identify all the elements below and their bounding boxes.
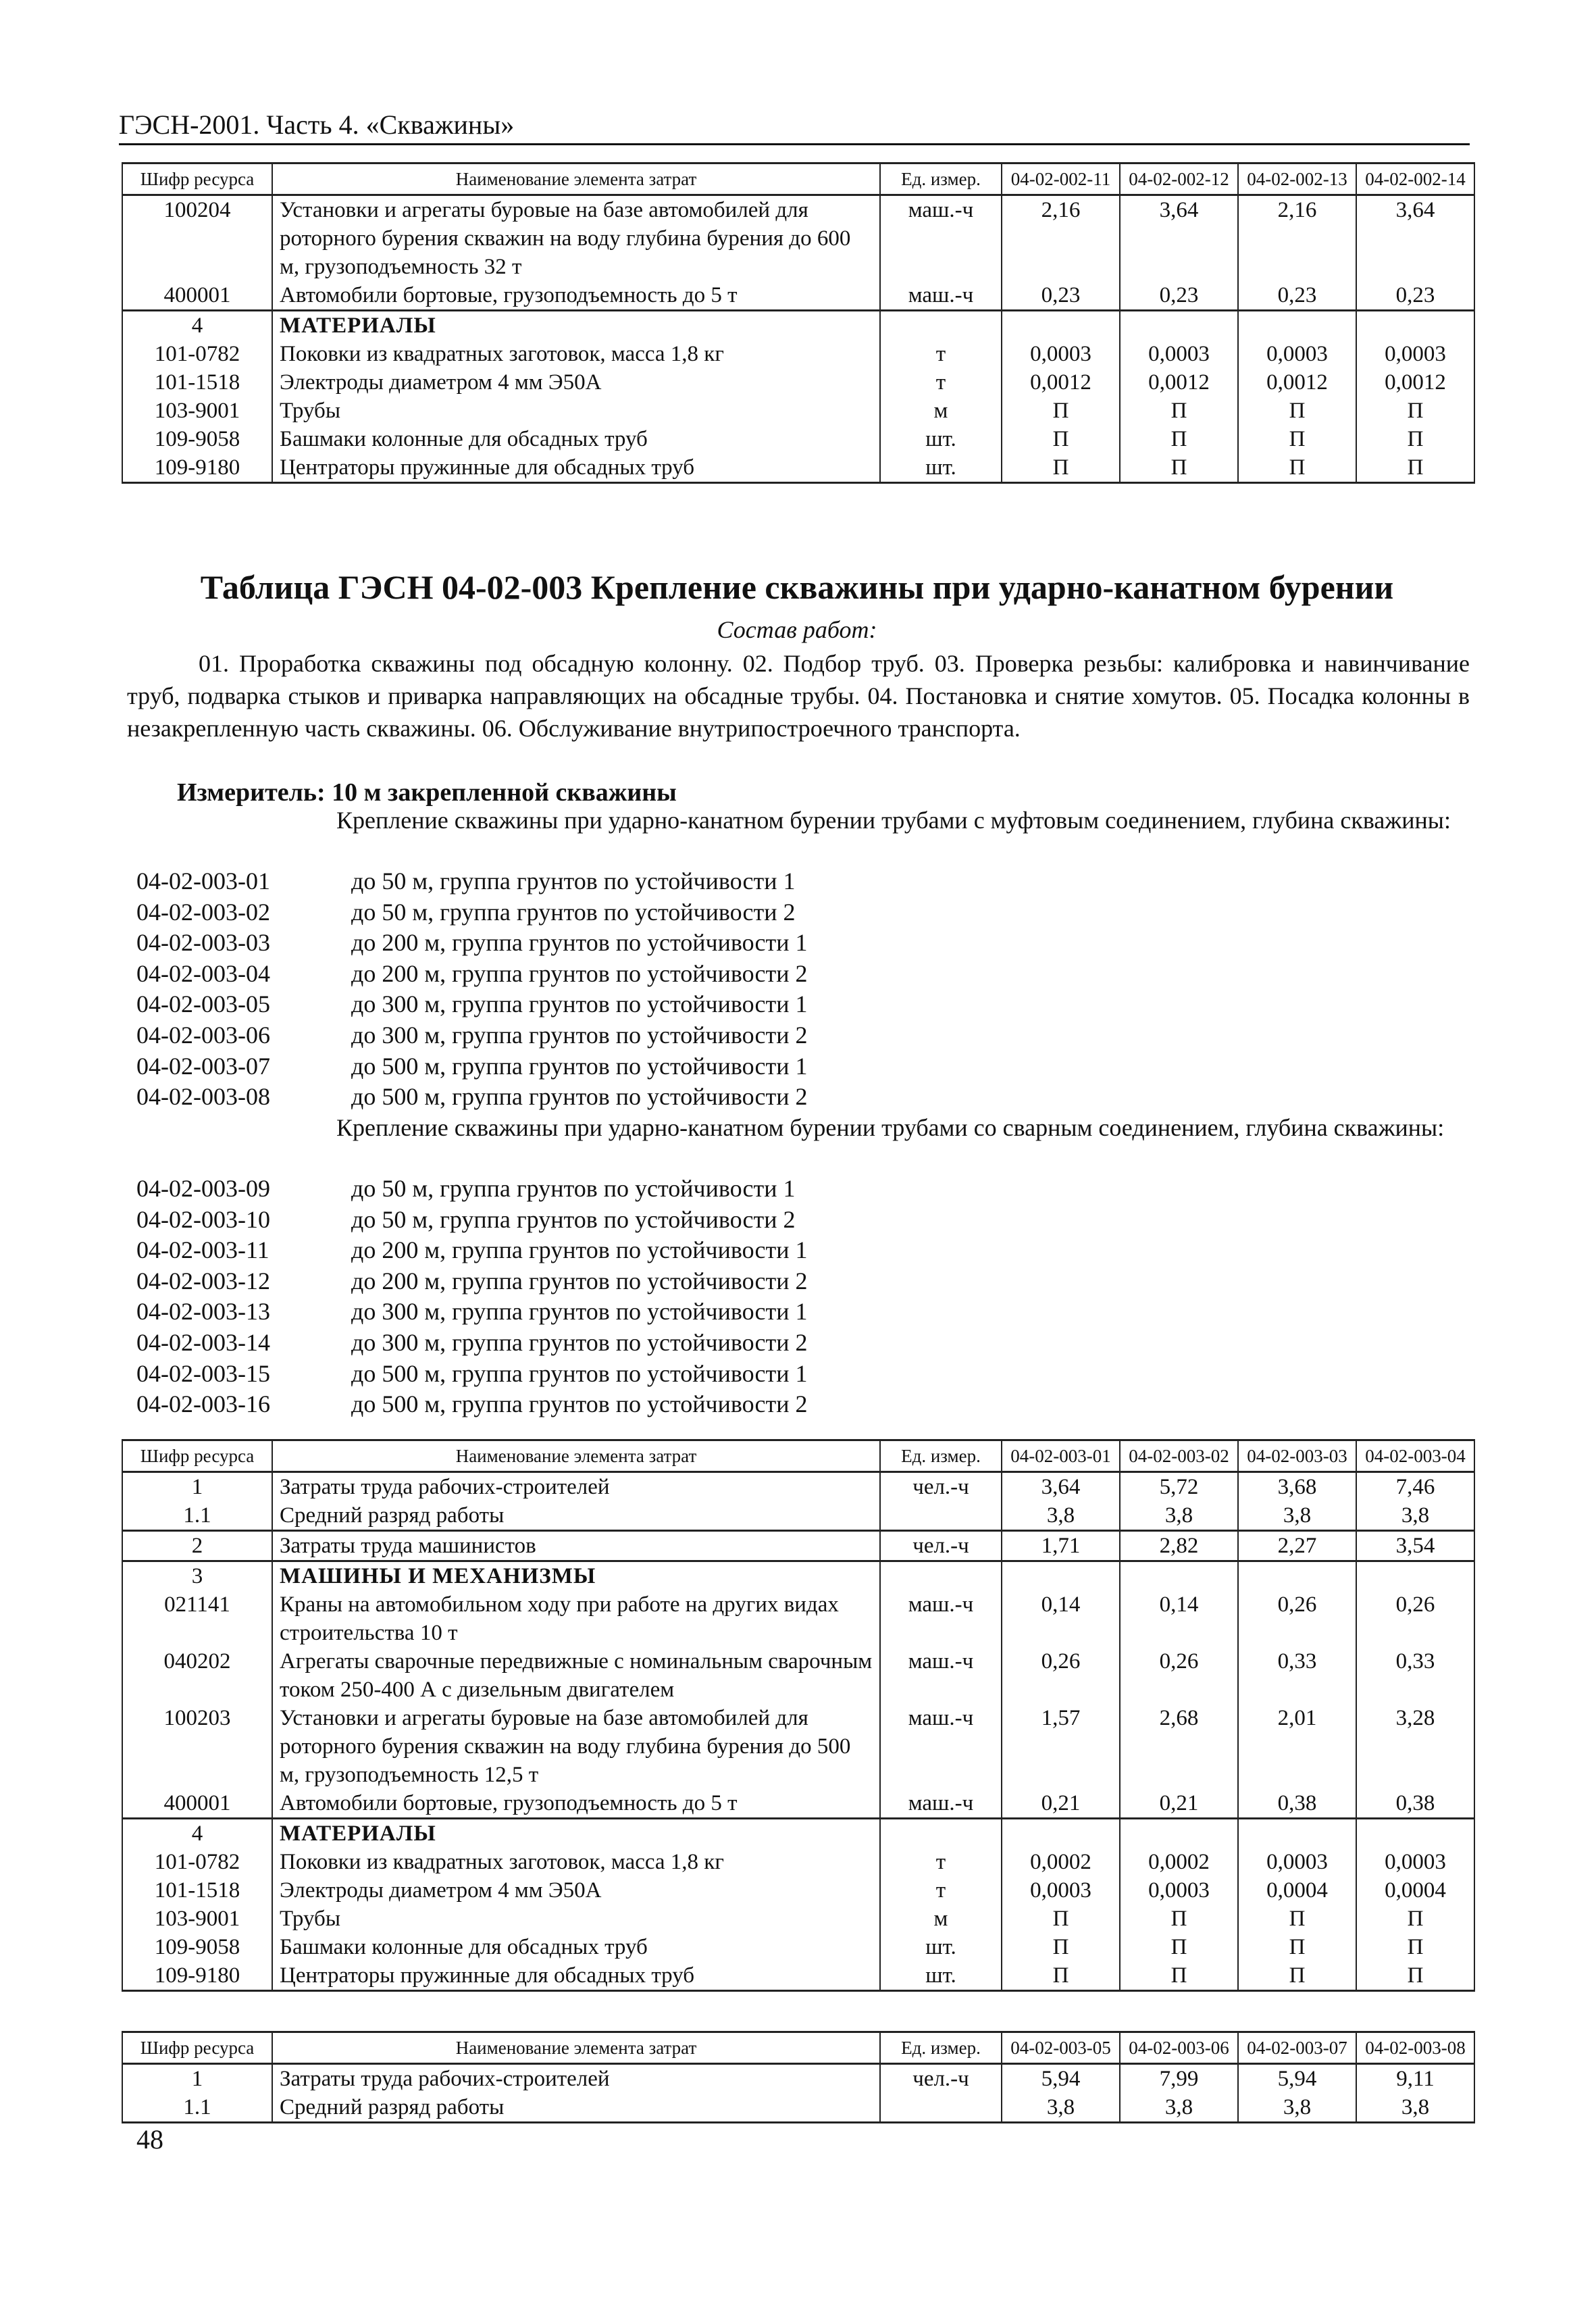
- row-value: П: [1002, 1933, 1120, 1961]
- row-value: 3,8: [1002, 2093, 1120, 2123]
- row-value: [1238, 1561, 1356, 1591]
- row-unit: чел.-ч: [880, 1531, 1002, 1561]
- col-header-code: Шифр ресурса: [122, 1440, 272, 1472]
- row-value: [1002, 1819, 1120, 1848]
- row-value: П: [1356, 1905, 1474, 1933]
- norm-code-row: [136, 866, 1471, 897]
- table-row: [122, 1933, 1474, 1961]
- row-unit: т: [880, 368, 1002, 397]
- col-header-norm: 04-02-003-03: [1238, 1440, 1356, 1472]
- row-unit: маш.-ч: [880, 195, 1002, 282]
- table-row: [122, 1848, 1474, 1876]
- row-value: 0,0012: [1120, 368, 1238, 397]
- col-header-norm: 04-02-003-07: [1238, 2032, 1356, 2064]
- row-name: Трубы: [272, 397, 880, 425]
- row-value: П: [1238, 397, 1356, 425]
- row-value: 0,0002: [1002, 1848, 1120, 1876]
- norm-code: 04-02-003-13: [136, 1298, 270, 1326]
- row-unit: маш.-ч: [880, 1647, 1002, 1704]
- table-row: [122, 368, 1474, 397]
- header-row: [122, 1440, 1474, 1472]
- row-value: 0,26: [1238, 1590, 1356, 1647]
- row-value: 0,14: [1002, 1590, 1120, 1647]
- table-row: [122, 1501, 1474, 1531]
- row-value: [1002, 1561, 1120, 1591]
- row-value: 2,27: [1238, 1531, 1356, 1561]
- row-value: 0,38: [1356, 1789, 1474, 1819]
- row-value: [1120, 1561, 1238, 1591]
- row-value: П: [1356, 425, 1474, 453]
- norm-description: до 300 м, группа грунтов по устойчивости 1: [351, 1298, 808, 1326]
- row-code: 400001: [122, 281, 272, 311]
- code-list-welded: [136, 1174, 1471, 1420]
- table-row: [122, 2064, 1474, 2094]
- row-value: 0,21: [1120, 1789, 1238, 1819]
- row-name: Поковки из квадратных заготовок, масса 1,8 кг: [272, 340, 880, 368]
- row-value: 0,0012: [1002, 368, 1120, 397]
- row-value: 3,28: [1356, 1704, 1474, 1789]
- table-row: [122, 1905, 1474, 1933]
- col-header-norm: 04-02-003-02: [1120, 1440, 1238, 1472]
- row-name: МАШИНЫ И МЕХАНИЗМЫ: [272, 1561, 880, 1591]
- norm-code-row: [136, 1235, 1471, 1266]
- row-value: 2,01: [1238, 1704, 1356, 1789]
- row-value: П: [1002, 1961, 1120, 1991]
- row-value: 0,23: [1002, 281, 1120, 311]
- row-name: МАТЕРИАЛЫ: [272, 1819, 880, 1848]
- row-value: 0,33: [1356, 1647, 1474, 1704]
- norm-description: до 300 м, группа грунтов по устойчивости 2: [351, 1021, 808, 1049]
- row-value: 0,23: [1356, 281, 1474, 311]
- table-row: [122, 1472, 1474, 1502]
- row-value: 5,72: [1120, 1472, 1238, 1502]
- row-name: Автомобили бортовые, грузоподъемность до 5 т: [272, 281, 880, 311]
- row-value: 0,0003: [1356, 1848, 1474, 1876]
- norm-code: 04-02-003-07: [136, 1052, 270, 1080]
- row-name: Поковки из квадратных заготовок, масса 1,8 кг: [272, 1848, 880, 1876]
- row-unit: шт.: [880, 1933, 1002, 1961]
- row-value: 0,0012: [1238, 368, 1356, 397]
- table-row: [122, 340, 1474, 368]
- row-code: 1: [122, 1472, 272, 1502]
- row-name: Трубы: [272, 1905, 880, 1933]
- row-value: П: [1002, 1905, 1120, 1933]
- row-value: П: [1238, 1933, 1356, 1961]
- table-row: [122, 1531, 1474, 1561]
- resource-table-1: [122, 162, 1475, 484]
- row-name: Краны на автомобильном ходу при работе на других видах строительства 10 т: [272, 1590, 880, 1647]
- table-row: [122, 1590, 1474, 1647]
- norm-description: до 500 м, группа грунтов по устойчивости 2: [351, 1390, 808, 1418]
- col-header-unit: Ед. измер.: [880, 2032, 1002, 2064]
- row-name: Центраторы пружинные для обсадных труб: [272, 453, 880, 483]
- col-header-norm: 04-02-003-06: [1120, 2032, 1238, 2064]
- row-value: 0,26: [1356, 1590, 1474, 1647]
- row-value: 0,26: [1002, 1647, 1120, 1704]
- col-header-norm: 04-02-002-13: [1238, 164, 1356, 195]
- row-code: 1.1: [122, 2093, 272, 2123]
- norm-description: до 200 м, группа грунтов по устойчивости 1: [351, 929, 808, 957]
- row-value: 0,0002: [1120, 1848, 1238, 1876]
- norm-code-row: [136, 1174, 1471, 1205]
- row-value: 3,8: [1238, 1501, 1356, 1531]
- table-row: [122, 311, 1474, 341]
- row-value: 0,0003: [1002, 1876, 1120, 1905]
- row-value: 0,38: [1238, 1789, 1356, 1819]
- table-title: Таблица ГЭСН 04-02-003 Крепление скважины при ударно-канатном бурении: [200, 568, 1394, 606]
- row-value: 2,68: [1120, 1704, 1238, 1789]
- norm-code-row: [136, 1051, 1471, 1082]
- norm-code-row: [136, 1020, 1471, 1051]
- row-name: Электроды диаметром 4 мм Э50А: [272, 1876, 880, 1905]
- page-number: 48: [136, 2124, 163, 2155]
- row-value: 9,11: [1356, 2064, 1474, 2094]
- row-unit: м: [880, 397, 1002, 425]
- row-value: 3,64: [1356, 195, 1474, 282]
- row-value: П: [1002, 453, 1120, 483]
- norm-code-row: [136, 1328, 1471, 1359]
- row-value: П: [1002, 397, 1120, 425]
- norm-code: 04-02-003-15: [136, 1359, 270, 1387]
- row-name: Средний разряд работы: [272, 2093, 880, 2123]
- row-unit: маш.-ч: [880, 281, 1002, 311]
- row-code: 109-9180: [122, 453, 272, 483]
- norm-code: 04-02-003-09: [136, 1175, 270, 1202]
- row-unit: шт.: [880, 425, 1002, 453]
- norm-description: до 500 м, группа грунтов по устойчивости 2: [351, 1083, 808, 1111]
- row-value: П: [1238, 1961, 1356, 1991]
- row-value: П: [1120, 1905, 1238, 1933]
- norm-description: до 500 м, группа грунтов по устойчивости 1: [351, 1359, 808, 1387]
- row-name: Автомобили бортовые, грузоподъемность до 5 т: [272, 1789, 880, 1819]
- norm-code-row: [136, 989, 1471, 1020]
- row-code: 101-0782: [122, 340, 272, 368]
- table-row: [122, 453, 1474, 483]
- norm-description: до 50 м, группа грунтов по устойчивости 1: [351, 1175, 796, 1202]
- col-header-unit: Ед. измер.: [880, 1440, 1002, 1472]
- row-value: 3,8: [1120, 2093, 1238, 2123]
- row-name: Центраторы пружинные для обсадных труб: [272, 1961, 880, 1991]
- row-value: 7,99: [1120, 2064, 1238, 2094]
- row-code: 109-9058: [122, 425, 272, 453]
- row-unit: шт.: [880, 1961, 1002, 1991]
- header-row: [122, 2032, 1474, 2064]
- norm-description: до 50 м, группа грунтов по устойчивости 2: [351, 1205, 796, 1233]
- col-header-norm: 04-02-003-08: [1356, 2032, 1474, 2064]
- norm-code: 04-02-003-05: [136, 990, 270, 1018]
- row-name: Башмаки колонные для обсадных труб: [272, 1933, 880, 1961]
- row-value: [1356, 311, 1474, 341]
- norm-code: 04-02-003-06: [136, 1021, 270, 1049]
- row-value: П: [1238, 453, 1356, 483]
- col-header-code: Шифр ресурса: [122, 2032, 272, 2064]
- row-value: П: [1120, 1961, 1238, 1991]
- table-row: [122, 1819, 1474, 1848]
- group-heading-welded: Крепление скважины при ударно-канатном бурении трубами со сварным соединением, глубина скважины:: [336, 1114, 1445, 1141]
- row-code: 3: [122, 1561, 272, 1591]
- row-code: 040202: [122, 1647, 272, 1704]
- row-code: 021141: [122, 1590, 272, 1647]
- row-value: [1238, 1819, 1356, 1848]
- norm-code-row: [136, 959, 1471, 990]
- row-value: 0,0003: [1120, 340, 1238, 368]
- norm-code-row: [136, 1359, 1471, 1390]
- row-value: П: [1120, 425, 1238, 453]
- row-code: 100204: [122, 195, 272, 282]
- col-header-name: Наименование элемента затрат: [272, 1440, 880, 1472]
- col-header-norm: 04-02-003-04: [1356, 1440, 1474, 1472]
- row-value: П: [1238, 1905, 1356, 1933]
- col-header-name: Наименование элемента затрат: [272, 2032, 880, 2064]
- row-code: 101-1518: [122, 1876, 272, 1905]
- norm-code: 04-02-003-14: [136, 1328, 270, 1356]
- row-value: 3,8: [1120, 1501, 1238, 1531]
- table-row: [122, 1876, 1474, 1905]
- col-header-code: Шифр ресурса: [122, 164, 272, 195]
- norm-code: 04-02-003-16: [136, 1390, 270, 1418]
- norm-code-row: [136, 1297, 1471, 1328]
- row-value: П: [1120, 453, 1238, 483]
- row-value: П: [1238, 425, 1356, 453]
- row-code: 101-0782: [122, 1848, 272, 1876]
- col-header-norm: 04-02-002-14: [1356, 164, 1474, 195]
- row-name: Установки и агрегаты буровые на базе автомобилей для роторного бурения скважин на воду глубина бурения до 500 м, грузоподъемность 12,5 т: [272, 1704, 880, 1789]
- norm-description: до 300 м, группа грунтов по устойчивости 2: [351, 1328, 808, 1356]
- row-value: П: [1120, 397, 1238, 425]
- row-value: П: [1002, 425, 1120, 453]
- row-value: 0,23: [1120, 281, 1238, 311]
- work-composition-heading: Состав работ:: [717, 616, 877, 643]
- row-name: Башмаки колонные для обсадных труб: [272, 425, 880, 453]
- row-code: 109-9180: [122, 1961, 272, 1991]
- work-composition-text: [127, 647, 1470, 745]
- row-value: [1356, 1819, 1474, 1848]
- row-value: П: [1356, 1933, 1474, 1961]
- row-name: Электроды диаметром 4 мм Э50А: [272, 368, 880, 397]
- norm-code-row: [136, 1266, 1471, 1297]
- row-unit: [880, 1501, 1002, 1531]
- row-code: 103-9001: [122, 1905, 272, 1933]
- row-name: МАТЕРИАЛЫ: [272, 311, 880, 341]
- col-header-norm: 04-02-002-12: [1120, 164, 1238, 195]
- norm-code-row: [136, 928, 1471, 959]
- row-value: 7,46: [1356, 1472, 1474, 1502]
- row-unit: т: [880, 340, 1002, 368]
- row-value: 0,0012: [1356, 368, 1474, 397]
- norm-description: до 50 м, группа грунтов по устойчивости 1: [351, 867, 796, 895]
- header-rule: [119, 143, 1470, 145]
- norm-code-row: [136, 1205, 1471, 1236]
- row-name: Агрегаты сварочные передвижные с номинальным сварочным током 250-400 А с дизельным двигателем: [272, 1647, 880, 1704]
- norm-code: 04-02-003-12: [136, 1267, 270, 1294]
- row-value: 0,0003: [1238, 340, 1356, 368]
- meter-line: Измеритель: 10 м закрепленной скважины: [177, 778, 677, 807]
- row-value: 0,26: [1120, 1647, 1238, 1704]
- row-value: 5,94: [1238, 2064, 1356, 2094]
- row-value: [1238, 311, 1356, 341]
- row-code: 1.1: [122, 1501, 272, 1531]
- row-name: Затраты труда машинистов: [272, 1531, 880, 1561]
- col-header-norm: 04-02-002-11: [1002, 164, 1120, 195]
- norm-code: 04-02-003-08: [136, 1083, 270, 1111]
- table-row: [122, 281, 1474, 311]
- row-value: 1,71: [1002, 1531, 1120, 1561]
- row-code: 1: [122, 2064, 272, 2094]
- col-header-norm: 04-02-003-01: [1002, 1440, 1120, 1472]
- norm-description: до 300 м, группа грунтов по устойчивости 1: [351, 990, 808, 1018]
- norm-code: 04-02-003-04: [136, 959, 270, 987]
- row-code: 109-9058: [122, 1933, 272, 1961]
- row-unit: маш.-ч: [880, 1789, 1002, 1819]
- norm-code: 04-02-003-02: [136, 898, 270, 926]
- row-value: [1120, 311, 1238, 341]
- row-value: П: [1356, 1961, 1474, 1991]
- row-value: [1002, 311, 1120, 341]
- row-value: 2,82: [1120, 1531, 1238, 1561]
- norm-code: 04-02-003-01: [136, 867, 270, 895]
- header-row: [122, 164, 1474, 195]
- row-unit: маш.-ч: [880, 1704, 1002, 1789]
- row-value: 3,64: [1120, 195, 1238, 282]
- row-value: 0,0003: [1356, 340, 1474, 368]
- row-value: 0,0003: [1120, 1876, 1238, 1905]
- row-name: Установки и агрегаты буровые на базе автомобилей для роторного бурения скважин на воду глубина бурения до 600 м, грузоподъемность 32 т: [272, 195, 880, 282]
- row-value: 2,16: [1238, 195, 1356, 282]
- row-value: 0,0004: [1238, 1876, 1356, 1905]
- work-composition-body: 01. Проработка скважины под обсадную колонну. 02. Подбор труб. 03. Проверка резьбы: калибровка и навинчивание труб, подварка стыков и приварка направляющих на обсадные трубы. 04. Постановка и снятие хомутов. 05. Посадка колонны в незакрепленную часть скважины. 06. Обслуживание внутрипостроечного транспорта.: [127, 650, 1470, 742]
- row-value: П: [1356, 397, 1474, 425]
- resource-table-3: [122, 2031, 1475, 2123]
- norm-code: 04-02-003-11: [136, 1236, 269, 1264]
- col-header-unit: Ед. измер.: [880, 164, 1002, 195]
- norm-code: 04-02-003-10: [136, 1205, 270, 1233]
- norm-description: до 50 м, группа грунтов по устойчивости 2: [351, 898, 796, 926]
- row-value: 0,0003: [1238, 1848, 1356, 1876]
- row-value: 5,94: [1002, 2064, 1120, 2094]
- norm-description: до 200 м, группа грунтов по устойчивости 2: [351, 1267, 808, 1294]
- row-code: 4: [122, 1819, 272, 1848]
- col-header-name: Наименование элемента затрат: [272, 164, 880, 195]
- code-list-coupled: [136, 866, 1471, 1113]
- table-row: [122, 1961, 1474, 1991]
- table-row: [122, 1704, 1474, 1789]
- row-unit: шт.: [880, 453, 1002, 483]
- row-value: 3,68: [1238, 1472, 1356, 1502]
- row-name: Затраты труда рабочих-строителей: [272, 2064, 880, 2094]
- row-value: [1120, 1819, 1238, 1848]
- norm-description: до 200 м, группа грунтов по устойчивости 1: [351, 1236, 808, 1264]
- row-code: 2: [122, 1531, 272, 1561]
- row-unit: [880, 1819, 1002, 1848]
- row-code: 101-1518: [122, 368, 272, 397]
- group-heading-coupled: Крепление скважины при ударно-канатном бурении трубами с муфтовым соединением, глубина скважины:: [336, 807, 1451, 834]
- row-code: 100203: [122, 1704, 272, 1789]
- row-value: 0,33: [1238, 1647, 1356, 1704]
- row-unit: [880, 2093, 1002, 2123]
- col-header-norm: 04-02-003-05: [1002, 2032, 1120, 2064]
- table-row: [122, 1647, 1474, 1704]
- row-value: 2,16: [1002, 195, 1120, 282]
- row-unit: [880, 311, 1002, 341]
- row-value: 3,8: [1356, 2093, 1474, 2123]
- norm-code: 04-02-003-03: [136, 929, 270, 957]
- row-unit: чел.-ч: [880, 1472, 1002, 1502]
- row-value: 0,23: [1238, 281, 1356, 311]
- row-value: 0,0004: [1356, 1876, 1474, 1905]
- norm-description: до 500 м, группа грунтов по устойчивости 1: [351, 1052, 808, 1080]
- row-value: 0,0003: [1002, 340, 1120, 368]
- row-unit: маш.-ч: [880, 1590, 1002, 1647]
- row-value: 3,54: [1356, 1531, 1474, 1561]
- table-row: [122, 1789, 1474, 1819]
- row-code: 400001: [122, 1789, 272, 1819]
- row-value: 0,21: [1002, 1789, 1120, 1819]
- row-unit: чел.-ч: [880, 2064, 1002, 2094]
- row-name: Средний разряд работы: [272, 1501, 880, 1531]
- row-unit: [880, 1561, 1002, 1591]
- row-code: 4: [122, 311, 272, 341]
- norm-code-row: [136, 897, 1471, 928]
- table-row: [122, 195, 1474, 282]
- table-row: [122, 397, 1474, 425]
- row-value: 3,8: [1356, 1501, 1474, 1531]
- norm-description: до 200 м, группа грунтов по устойчивости 2: [351, 959, 808, 987]
- norm-code-row: [136, 1389, 1471, 1420]
- row-value: П: [1120, 1933, 1238, 1961]
- row-unit: м: [880, 1905, 1002, 1933]
- row-value: П: [1356, 453, 1474, 483]
- row-name: Затраты труда рабочих-строителей: [272, 1472, 880, 1502]
- row-value: 1,57: [1002, 1704, 1120, 1789]
- row-value: 3,8: [1002, 1501, 1120, 1531]
- running-header: ГЭСН-2001. Часть 4. «Скважины»: [119, 109, 515, 140]
- row-value: 3,8: [1238, 2093, 1356, 2123]
- row-value: 3,64: [1002, 1472, 1120, 1502]
- row-code: 103-9001: [122, 397, 272, 425]
- norm-code-row: [136, 1082, 1471, 1113]
- row-value: [1356, 1561, 1474, 1591]
- row-unit: т: [880, 1876, 1002, 1905]
- resource-table-2: [122, 1439, 1475, 1992]
- table-row: [122, 2093, 1474, 2123]
- row-unit: т: [880, 1848, 1002, 1876]
- table-row: [122, 425, 1474, 453]
- table-row: [122, 1561, 1474, 1591]
- row-value: 0,14: [1120, 1590, 1238, 1647]
